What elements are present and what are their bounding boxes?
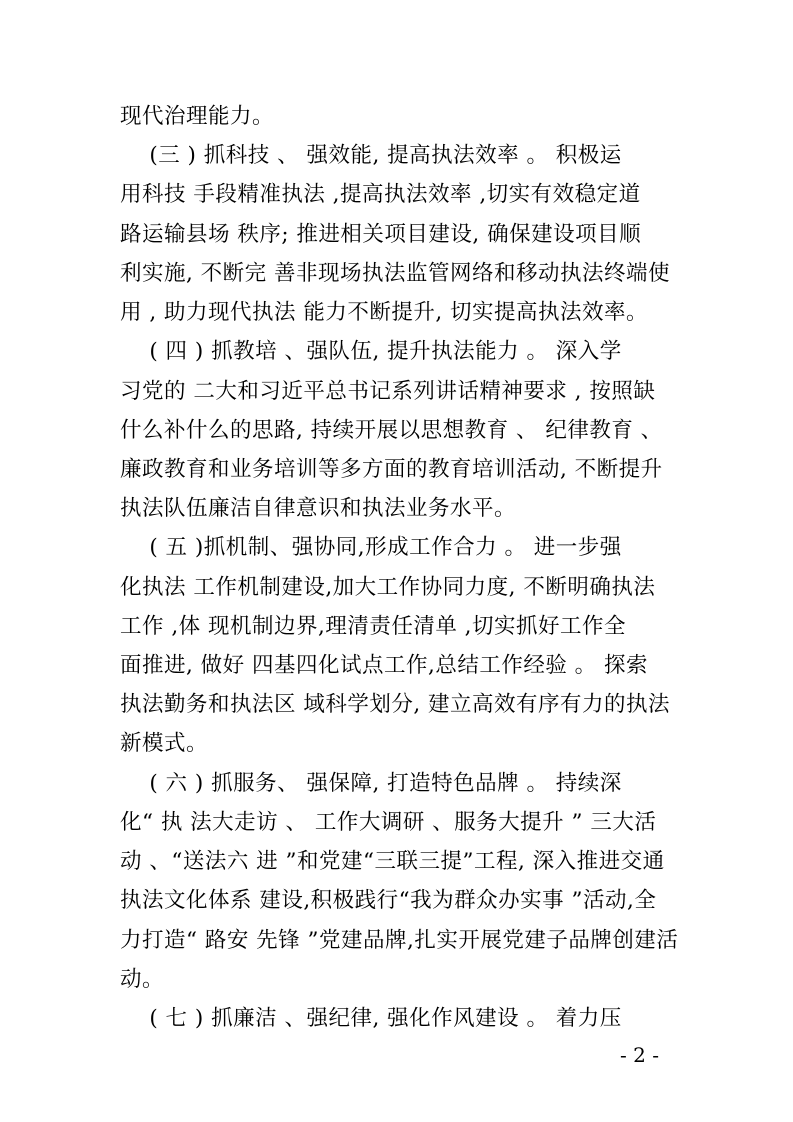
text-line-12: ( 五 )抓机制、强协同,形成工作合力 。 进一步强 (120, 535, 622, 560)
text-line-4: 路运输县场 秩序; 推进相关项目建设, 确保建设项目顺 (120, 222, 642, 247)
page-number: - 2 - (620, 1043, 659, 1067)
text-line-21: 执法文化体系 建设,积极践行“我为群众办实事 ”活动,全 (120, 888, 657, 913)
text-line-9: 什么补什么的思路, 持续开展以思想教育 、 纪律教育 、 (120, 418, 663, 443)
text-line-5: 利实施, 不断完 善非现场执法监管网络和移动执法终端使 (120, 261, 671, 286)
text-line-1: 现代治理能力。 (120, 104, 275, 129)
text-line-14: 工作 ,体 现机制边界,理清责任清单 ,切实抓好工作全 (120, 614, 627, 639)
text-line-17: 新模式。 (120, 731, 209, 756)
text-line-23: 动。 (120, 967, 165, 992)
text-line-3: 用科技 手段精准执法 ,提高执法效率 ,切实有效稳定道 (120, 182, 641, 207)
text-line-8: 习党的 二大和习近平总书记系列讲话精神要求 , 按照缺 (120, 379, 656, 404)
text-line-22: 力打造“ 路安 先锋 ”党建品牌,扎实开展党建子品牌创建活 (120, 928, 679, 953)
text-line-11: 执法队伍廉洁自律意识和执法业务水平。 (120, 496, 517, 521)
text-line-15: 面推进, 做好 四基四化试点工作,总结工作经验 。 探索 (120, 653, 649, 678)
text-line-16: 执法勤务和执法区 域科学划分, 建立高效有序有力的执法 (120, 692, 671, 717)
text-line-13: 化执法 工作机制建设,加大工作协同力度, 不断明确执法 (120, 575, 656, 600)
text-line-6: 用 , 助力现代执法 能力不断提升, 切实提高执法效率。 (120, 300, 649, 325)
text-line-20: 动 、“送法六 进 ”和党建“三联三提”工程, 深入推进交通 (120, 849, 665, 874)
text-line-18: ( 六 ) 抓服务、 强保障, 打造特色品牌 。 持续深 (120, 771, 622, 796)
text-line-7: ( 四 ) 抓教培 、强队伍, 提升执法能力 。 深入学 (120, 339, 622, 364)
text-line-2: (三 ) 抓科技 、 强效能, 提高执法效率 。 积极运 (120, 143, 622, 168)
text-line-24: ( 七 ) 抓廉洁 、强纪律, 强化作风建设 。 着力压 (120, 1006, 622, 1031)
text-line-19: 化“ 执 法大走访 、 工作大调研 、服务大提升 ” 三大活 (120, 810, 657, 835)
text-line-10: 廉政教育和业务培训等多方面的教育培训活动, 不断提升 (120, 457, 663, 482)
